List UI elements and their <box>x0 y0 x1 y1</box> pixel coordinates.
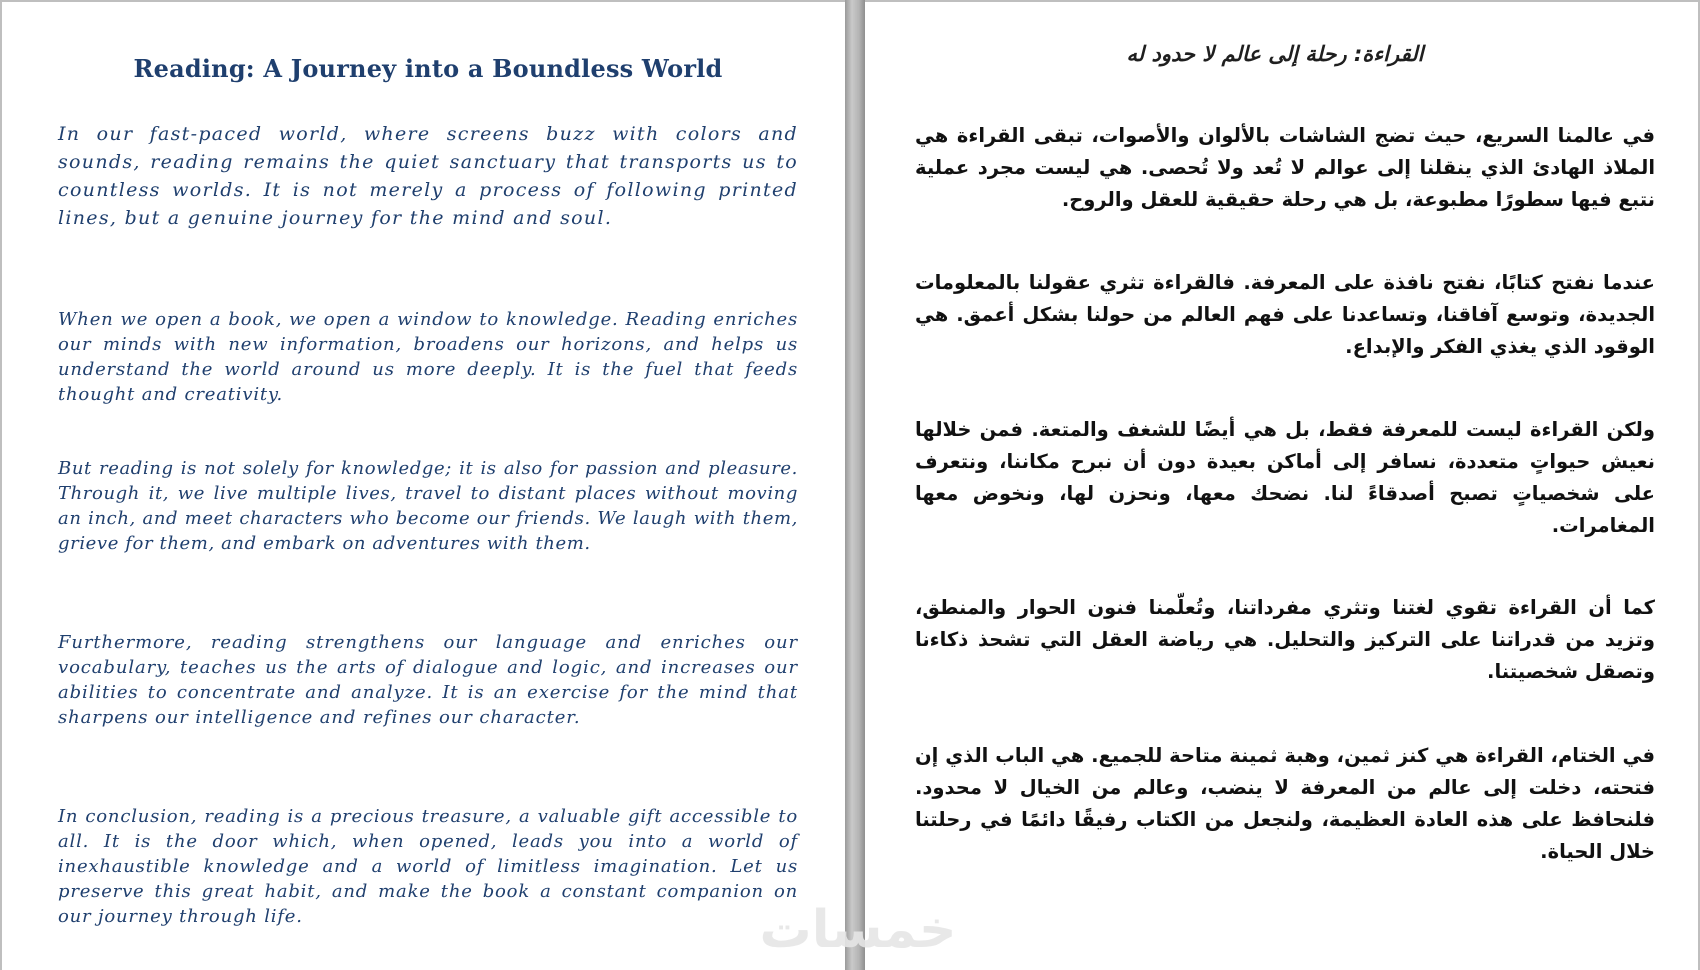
english-paragraph-5: In conclusion, reading is a precious treasure, a valuable gift accessible to all. It is the door which, when opened, leads you into a world of inexhaustible knowledge and a world of limitless imagination. Let us preserve this great habit, and make the book a constant companion on our journey through life. <box>58 806 798 927</box>
arabic-paragraph-4: كما أن القراءة تقوي لغتنا وتثري مفرداتنا، وتُعلّمنا فنون الحوار والمنطق، وتزيد من قدراتنا على التركيز والتحليل. هي رياضة العقل التي تشحذ ذكاءنا وتصقل شخصيتنا. <box>915 596 1655 683</box>
arabic-paragraph-1: في عالمنا السريع، حيث تضج الشاشات بالألوان والأصوات، تبقى القراءة هي الملاذ الهادئ الذي ينقلنا إلى عوالم لا تُعد ولا تُحصى. هي ليست مجرد عملية نتبع فيها سطورًا مطبوعة، بل هي رحلة حقيقية للعقل والروح. <box>915 124 1655 211</box>
page-gutter-divider <box>845 0 865 970</box>
english-paragraph-3: But reading is not solely for knowledge; it is also for passion and pleasure. Through it, we live multiple lives, travel to distant places without moving an inch, and meet characters who become our friends. We laugh with them, grieve for them, and embark on adventures with them. <box>58 458 798 554</box>
english-page <box>0 0 845 970</box>
arabic-paragraph-3: ولكن القراءة ليست للمعرفة فقط، بل هي أيضًا للشغف والمتعة. فمن خلالها نعيش حيواتٍ متعددة، نسافر إلى أماكن بعيدة دون أن نبرح مكاننا، ونتعرف على شخصياتٍ تصبح أصدقاءً لنا. نضحك معها، ونحزن لها، ونخوض معها المغامرات. <box>915 418 1655 537</box>
english-paragraph-4: Furthermore, reading strengthens our language and enriches our vocabulary, teaches us the arts of dialogue and logic, and increases our abilities to concentrate and analyze. It is an exercise for the mind that sharpens our intelligence and refines our character. <box>58 632 798 728</box>
arabic-page <box>865 0 1700 970</box>
arabic-title: القراءة: رحلة إلى عالم لا حدود له <box>1126 42 1424 66</box>
arabic-paragraph-5: في الختام، القراءة هي كنز ثمين، وهبة ثمينة متاحة للجميع. هي الباب الذي إن فتحته، دخلت إلى عالم من المعرفة لا ينضب، وعالم من الخيال لا محدود. فلنحافظ على هذه العادة العظيمة، ولنجعل من الكتاب رفيقًا دائمًا في رحلتنا خلال الحياة. <box>915 744 1655 863</box>
english-title: Reading: A Journey into a Boundless World <box>133 54 723 83</box>
khamsat-watermark-logo: خمسات <box>759 900 957 960</box>
english-paragraph-1: In our fast-paced world, where screens buzz with colors and sounds, reading remains the quiet sanctuary that transports us to countless worlds. It is not merely a process of following printed lines, but a genuine journey for the mind and soul. <box>58 123 798 229</box>
english-paragraph-2: When we open a book, we open a window to knowledge. Reading enriches our minds with new information, broadens our horizons, and helps us understand the world around us more deeply. It is the fuel that feeds thought and creativity. <box>58 309 798 405</box>
arabic-paragraph-2: عندما نفتح كتابًا، نفتح نافذة على المعرفة. فالقراءة تثري عقولنا بالمعلومات الجديدة، وتوسع آفاقنا، وتساعدنا على فهم العالم من حولنا بشكل أعمق. هي الوقود الذي يغذي الفكر والإبداع. <box>915 271 1655 358</box>
